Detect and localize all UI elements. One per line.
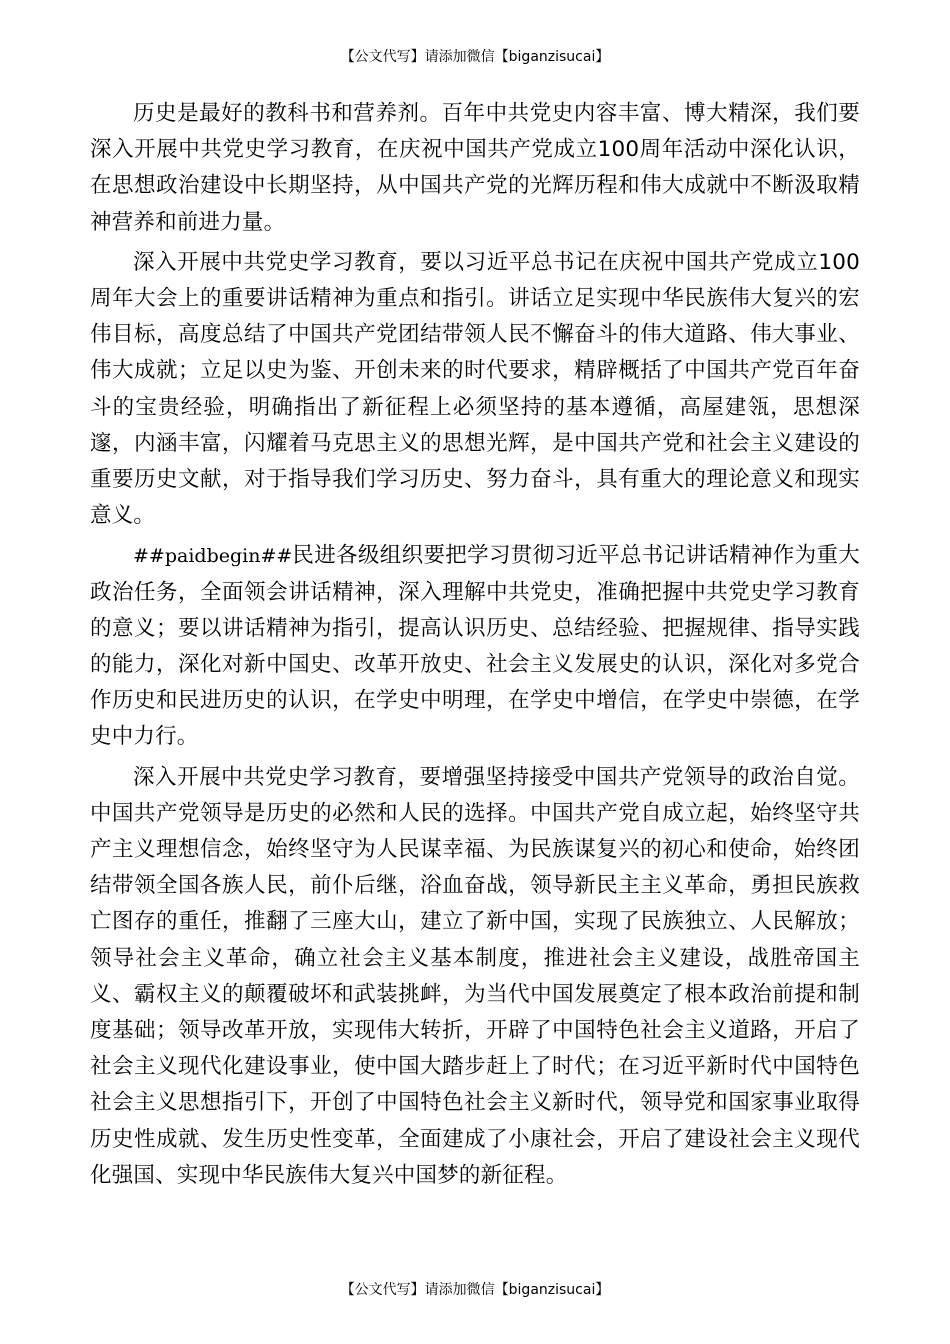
paragraph-text: 深入开展中共党史学习教育，要增强坚持接受中国共产党领导的政治自觉。中国共产党领导是历史的必然和人民的选择。中国共产党自成立起，始终坚守共产主义理想信念，始终坚守为人民谋幸福、为民族谋复兴的初心和使命，始终团结带领全国各族人民，前仆后继，浴血奋战，领导新民主主义革命，勇担民族救亡图存的重任，推翻了三座大山，建立了新中国，实现了民族独立、人民解放；领导社会主义革命，确立社会主义基本制度，推进社会主义建设，战胜帝国主义、霸权主义的颠覆破坏和武装挑衅，为当代中国发展奠定了根本政治前提和制度基础；领导改革开放，实现伟大转折，开辟了中国特色社会主义道路，开启了社会主义现代化建设事业，使中国大踏步赶上了时代；在习近平新时代中国特色社会主义思想指引下，开创了中国特色社会主义新时代，领导党和国家事业取得历史性成就、发生历史性变革，全面建成了小康社会，开启了建设社会主义现代化强国、实现中华民族伟大复兴中国梦的新征程。 — [90, 764, 860, 1188]
paragraph-3 — [90, 538, 860, 755]
paragraph-text: 民进各级组织要把学习贯彻习近平总书记讲话精神作为重大政治任务，全面领会讲话精神，深入理解中共党史，准确把握中共党史学习教育的意义；要以讲话精神为指引，提高认识历史、总结经验、把握规律、指导实践的能力，深化对新中国史、改革开放史、社会主义发展史的认识，深化对多党合作历史和民进历史的认识，在学史中明理，在学史中增信，在学史中崇德，在学史中力行。 — [90, 543, 860, 750]
page-header: 【公文代写】请添加微信【biganzisucai】 — [340, 49, 610, 65]
paid-marker: ##paidbegin## — [133, 545, 293, 568]
paragraph-4 — [90, 760, 860, 1194]
page-footer: 【公文代写】请添加微信【biganzisucai】 — [340, 1282, 610, 1298]
paragraph-text: 历史是最好的教科书和营养剂。百年中共党史内容丰富、博大精深，我们要深入开展中共党史学习教育，在庆祝中国共产党成立100周年活动中深化认识，在思想政治建设中长期坚持，从中国共产党的光辉历程和伟大成就中不断汲取精神营养和前进力量。 — [90, 101, 860, 235]
paragraph-2 — [90, 245, 860, 535]
document-body — [90, 96, 860, 1198]
paragraph-1 — [90, 96, 860, 241]
paragraph-text: 深入开展中共党史学习教育，要以习近平总书记在庆祝中国共产党成立100周年大会上的重要讲话精神为重点和指引。讲话立足实现中华民族伟大复兴的宏伟目标，高度总结了中国共产党团结带领人民不懈奋斗的伟大道路、伟大事业、伟大成就；立足以史为鉴、开创未来的时代要求，精辟概括了中国共产党百年奋斗的宝贵经验，明确指出了新征程上必须坚持的基本遵循，高屋建瓴，思想深邃，内涵丰富，闪耀着马克思主义的思想光辉，是中国共产党和社会主义建设的重要历史文献，对于指导我们学习历史、努力奋斗，具有重大的理论意义和现实意义。 — [90, 249, 860, 529]
